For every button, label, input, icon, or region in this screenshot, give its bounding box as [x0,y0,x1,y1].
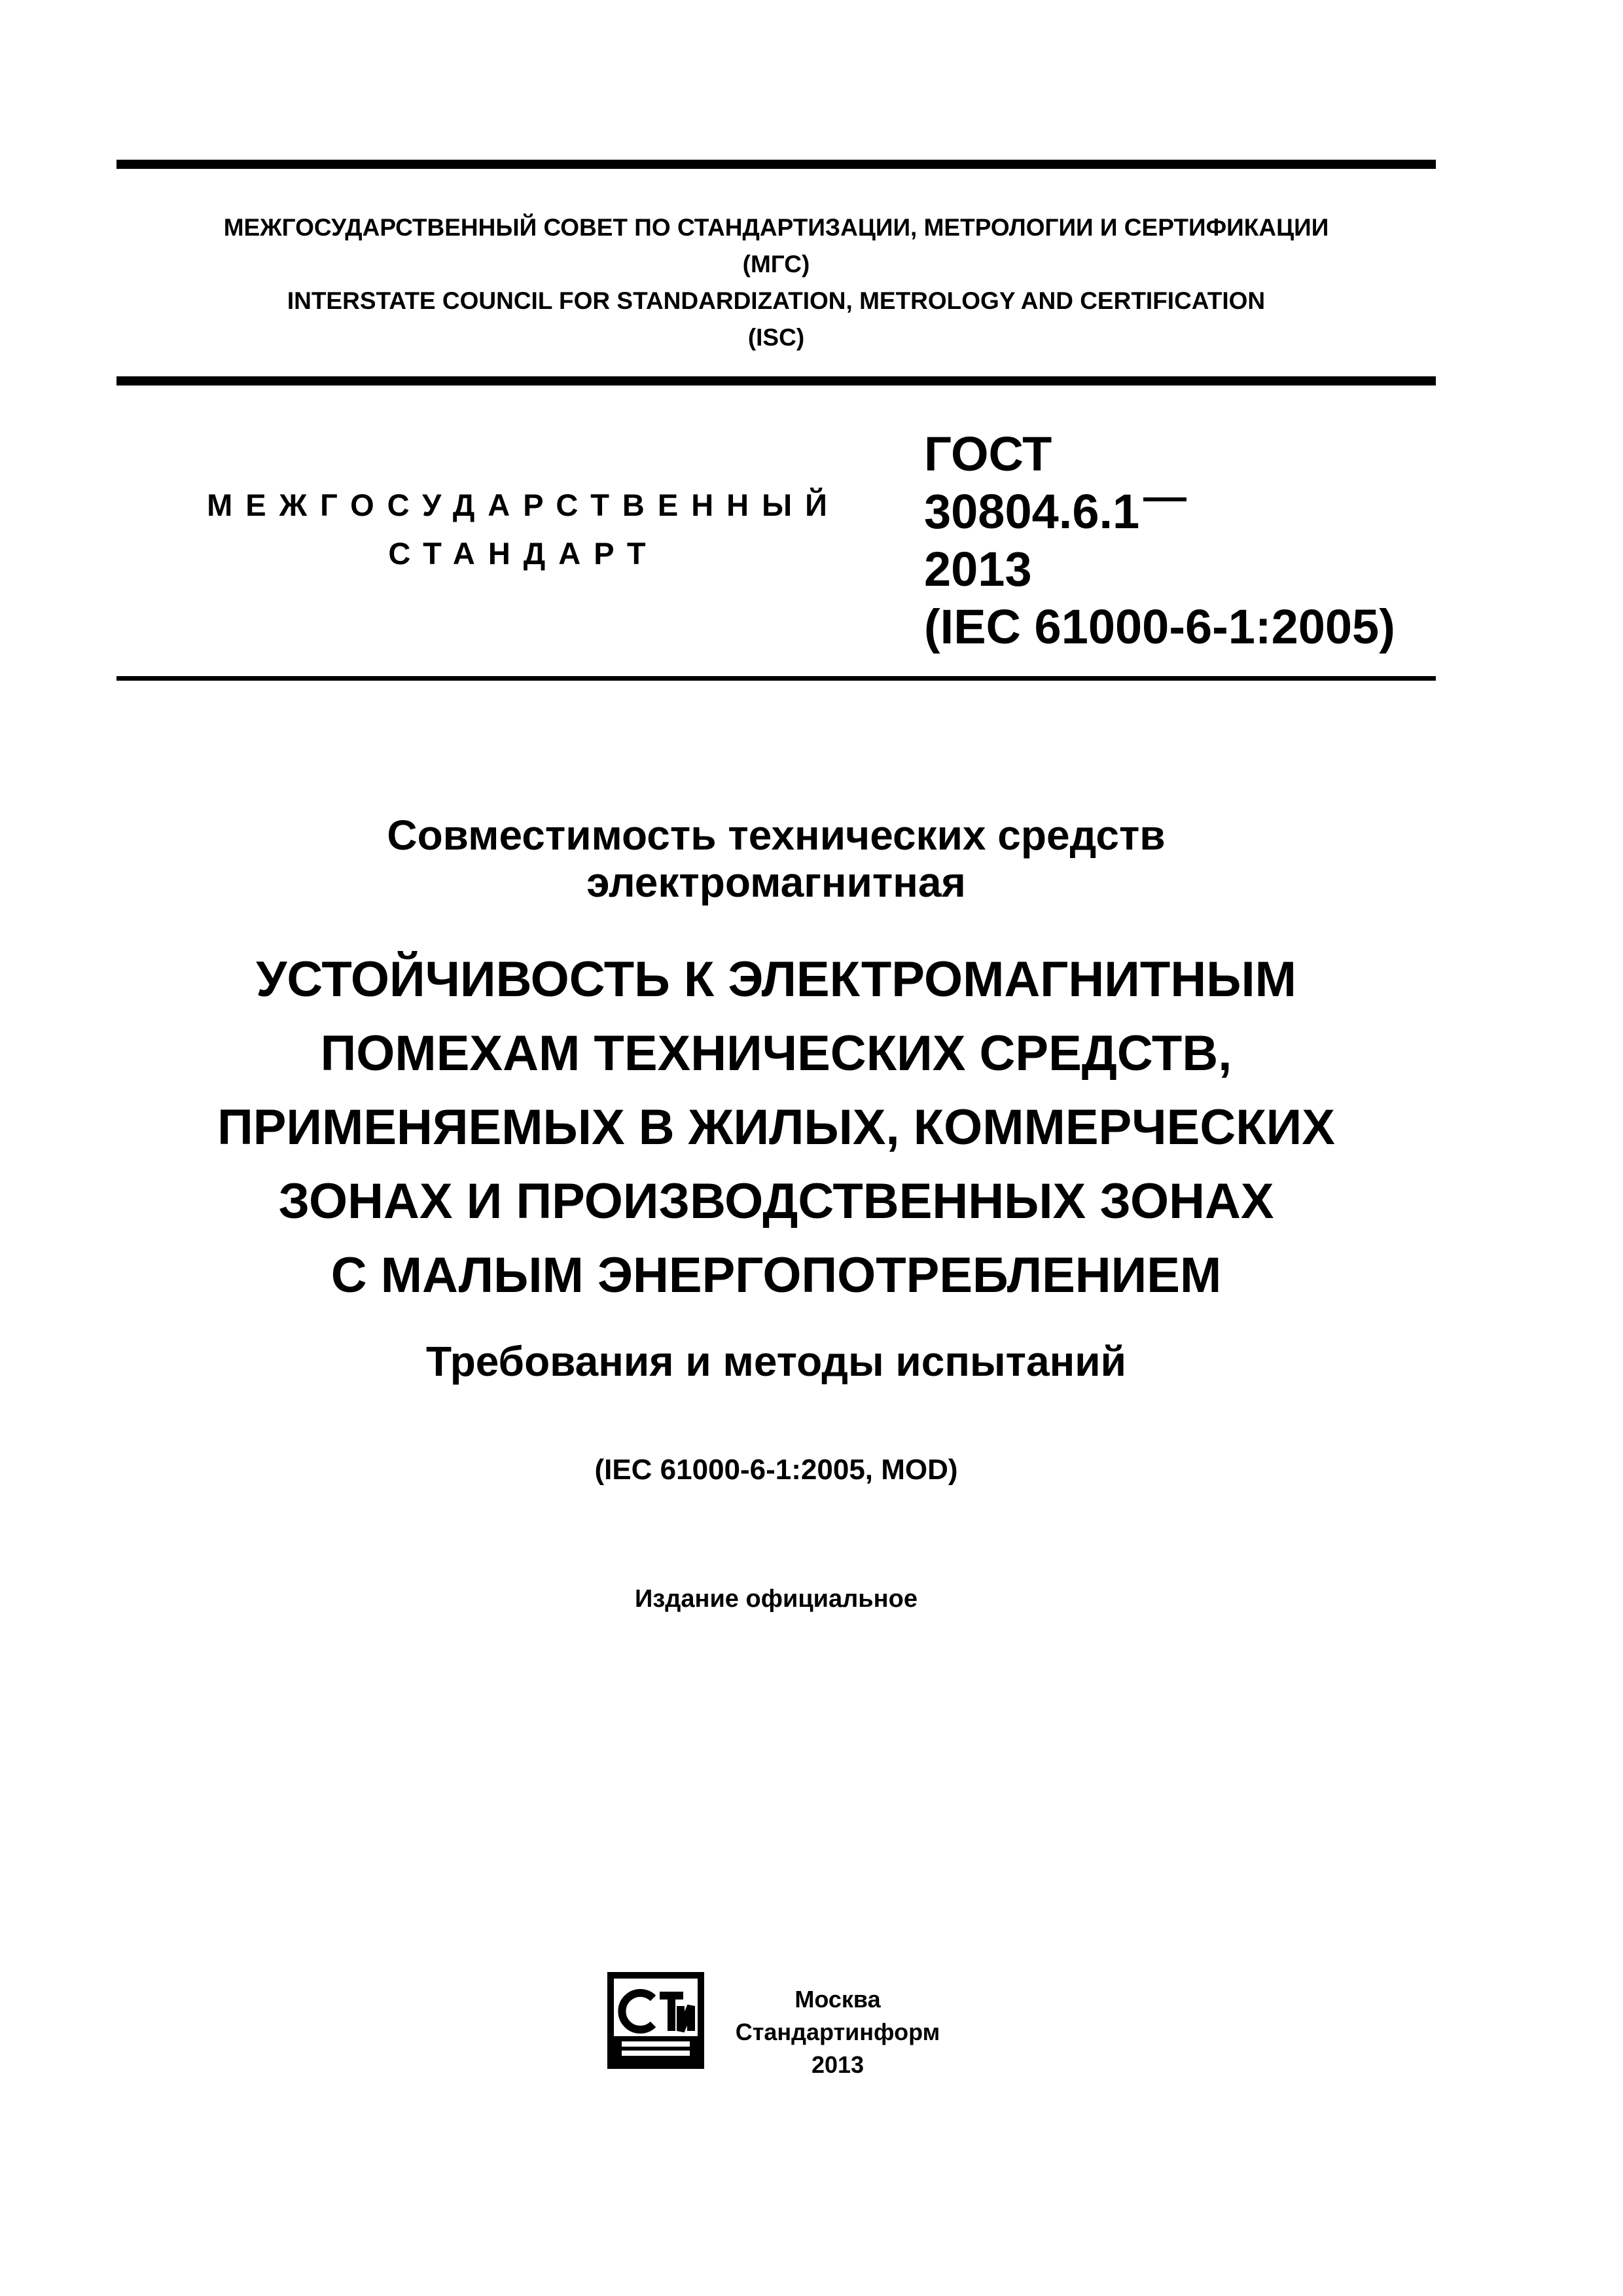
iec-reference-text: (IEC 61000-6-1:2005, MOD) [594,1454,958,1486]
publisher-imprint [720,1983,955,2081]
council-name-en: INTERSTATE COUNCIL FOR STANDARDIZATION, METROLOGY AND CERTIFICATION [287,287,1266,314]
council-name-ru: МЕЖГОСУДАРСТВЕННЫЙ СОВЕТ ПО СТАНДАРТИЗАЦИИ, МЕТРОЛОГИИ И СЕРТИФИКАЦИИ [223,214,1329,241]
designation-iec: (IEC 61000-6-1:2005) [924,600,1395,654]
iec-reference [116,1450,1436,1490]
top-rule [116,160,1436,169]
main-title-line: ЗОНАХ И ПРОИЗВОДСТВЕННЫХ ЗОНАХ [278,1174,1274,1229]
edition-note [116,1583,1436,1615]
council-bottom-rule [116,376,1436,386]
main-title-line: УСТОЙЧИВОСТЬ К ЭЛЕКТРОМАГНИТНЫМ [256,952,1296,1007]
sub-title-line: Требования и методы испытаний [426,1338,1126,1385]
publisher-city: Москва [794,1986,881,2013]
publisher-name: Стандартинформ [735,2018,940,2045]
designation-bottom-rule [116,676,1436,681]
edition-text: Издание официальное [635,1585,918,1613]
council-header [116,209,1436,356]
general-title [116,812,1436,906]
standard-designation [924,425,1395,656]
council-abbr-en: (ISC) [747,324,805,351]
sub-title [116,1335,1436,1388]
main-title [116,942,1436,1312]
standard-type-line1: МЕЖГОСУДАРСТВЕННЫЙ [207,488,840,522]
designation-number: 30804.6.1 [924,484,1140,539]
designation-number-row [924,483,1395,541]
designation-prefix: ГОСТ [924,427,1052,481]
general-title-line: Совместимость технических средств [387,812,1166,859]
standard-type-line2: СТАНДАРТ [388,536,659,571]
designation-dash [1143,497,1186,501]
publisher-year: 2013 [811,2051,865,2078]
standartinform-logo-icon [607,1972,704,2069]
council-abbr-ru: (МГС) [742,251,810,278]
main-title-line: ПОМЕХАМ ТЕХНИЧЕСКИХ СРЕДСТВ, [320,1026,1232,1081]
designation-year: 2013 [924,542,1032,596]
main-title-line: С МАЛЫМ ЭНЕРГОПОТРЕБЛЕНИЕМ [330,1247,1222,1303]
standard-type-label [144,481,903,578]
general-title-line: электромагнитная [586,859,966,906]
main-title-line: ПРИМЕНЯЕМЫХ В ЖИЛЫХ, КОММЕРЧЕСКИХ [217,1100,1335,1155]
